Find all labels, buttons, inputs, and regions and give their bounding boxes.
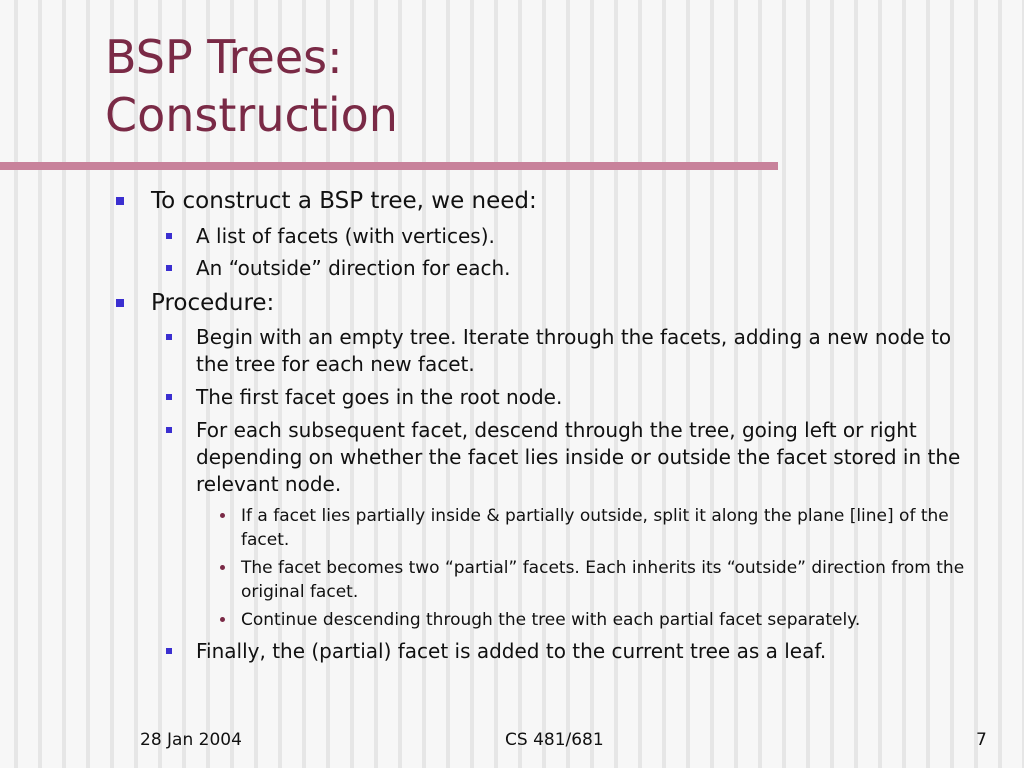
bullet-text: For each subsequent facet, descend through the tree, going left or right depending on whether the facet lies inside or outside the facet stored in the relevant node. <box>196 418 961 496</box>
bullet-item <box>220 504 1000 552</box>
round-bullet-icon <box>220 617 225 622</box>
square-bullet-icon <box>166 233 172 239</box>
bullet-text: To construct a BSP tree, we need: <box>151 188 537 214</box>
bullet-item <box>166 417 988 498</box>
bullet-item <box>220 608 1000 632</box>
round-bullet-icon <box>220 513 225 518</box>
footer-page-number: 7 <box>976 730 987 750</box>
bullet-text: The first facet goes in the root node. <box>196 385 563 409</box>
slide-title <box>105 28 398 144</box>
title-rule <box>0 162 778 170</box>
square-bullet-icon <box>116 197 124 205</box>
bullet-text: Continue descending through the tree with each partial facet separately. <box>241 610 861 630</box>
bullet-item <box>166 384 978 411</box>
title-line-2: Construction <box>105 88 398 142</box>
square-bullet-icon <box>166 334 172 340</box>
footer-course: CS 481/681 <box>505 730 604 750</box>
footer-date: 28 Jan 2004 <box>140 730 242 750</box>
square-bullet-icon <box>166 427 172 433</box>
bullet-text: Begin with an empty tree. Iterate through the facets, adding a new node to the tree for each new facet. <box>196 325 952 376</box>
bullet-item <box>220 556 1000 604</box>
square-bullet-icon <box>116 299 124 307</box>
bullet-text: Procedure: <box>151 290 275 316</box>
bullet-text: Finally, the (partial) facet is added to the current tree as a leaf. <box>196 639 827 663</box>
bullet-text: The facet becomes two “partial” facets. Each inherits its “outside” direction from the original facet. <box>241 558 965 602</box>
bullet-item <box>166 223 966 250</box>
title-line-1: BSP Trees: <box>105 30 343 84</box>
bullet-item <box>166 638 978 665</box>
square-bullet-icon <box>166 648 172 654</box>
square-bullet-icon <box>166 394 172 400</box>
bullet-item <box>116 187 876 215</box>
bullet-text: If a facet lies partially inside & partially outside, split it along the plane [line] of the facet. <box>241 506 949 550</box>
square-bullet-icon <box>166 265 172 271</box>
bullet-item <box>166 255 966 282</box>
round-bullet-icon <box>220 565 225 570</box>
bullet-text: A list of facets (with vertices). <box>196 224 495 248</box>
bullet-text: An “outside” direction for each. <box>196 256 511 280</box>
bullet-item <box>116 289 876 317</box>
bullet-item <box>166 324 978 378</box>
